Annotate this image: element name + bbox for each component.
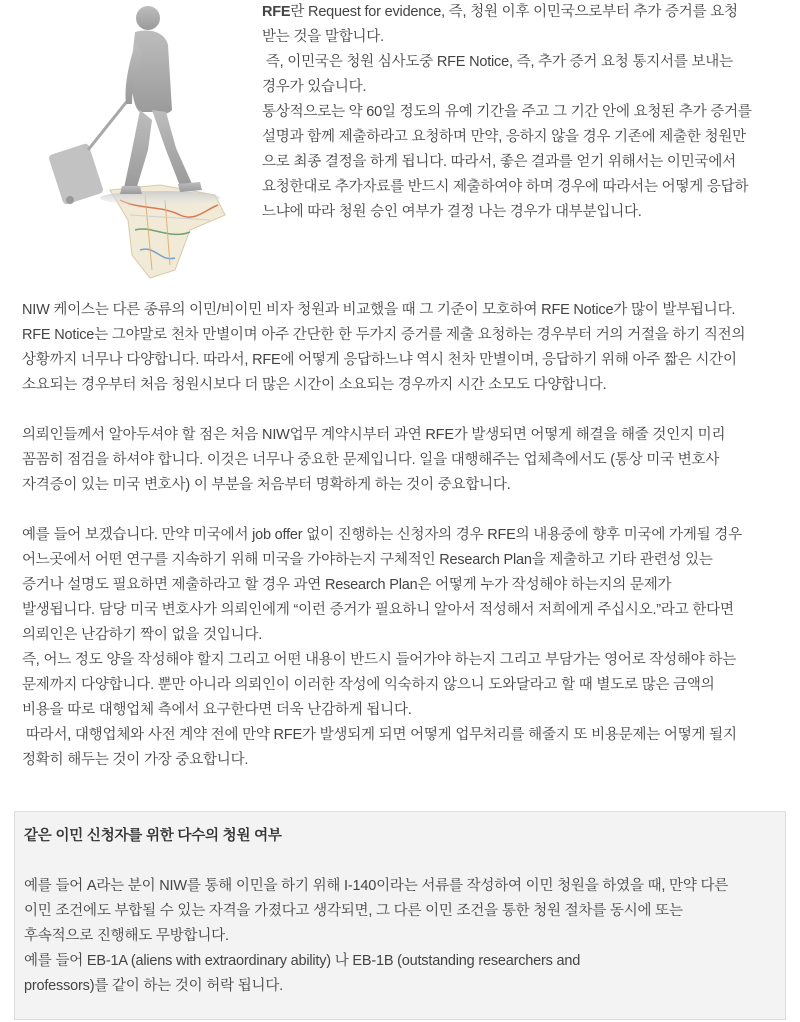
intro-line: 설명과 함께 제출하라고 요청하며 만약, 응하지 않을 경우 기존에 제출한 청원만 [262,129,746,145]
box-line: 예를 들어 A라는 분이 NIW를 통해 이민을 하기 위해 I-140이라는 서류를 작성하여 이민 청원을 하였을 때, 만약 다른 [24,878,729,894]
body-line: 따라서, 대행업체와 사전 계약 전에 만약 RFE가 발생되게 되면 어떻게 업무처리를 해줄지 또 비용문제는 어떻게 될지 [22,727,737,743]
body-line: 증거나 설명도 필요하면 제출하라고 할 경우 과연 Research Plan은 어떻게 누가 작성해야 하는지의 문제가 [22,577,672,593]
rfe-term: RFE [262,4,291,20]
body-line: RFE Notice는 그야말로 천차 만별이며 아주 간단한 한 두가지 증거를 제출 요청하는 경우부터 거의 거절을 하기 직전의 [22,327,746,343]
body-line: 의뢰인들께서 알아두셔야 할 점은 처음 NIW업무 계약시부터 과연 RFE가 발생되면 어떻게 해결을 해줄 것인지 미리 [22,427,726,443]
traveler-with-suitcase-icon [40,0,240,285]
intro-line: 느냐에 따라 청원 승인 여부가 결정 나는 경우가 대부분입니다. [262,204,642,220]
body-line: 의뢰인은 난감하기 짝이 없을 것입니다. [22,627,263,643]
box-title: 같은 이민 신청자를 위한 다수의 청원 여부 [24,828,282,844]
intro-line: 즉, 이민국은 청원 심사도중 RFE Notice, 즉, 추가 증거 요청 통지서를 보내는 [262,54,733,70]
body-line: 상황까지 너무나 다양합니다. 따라서, RFE에 어떻게 응답하느냐 역시 천차 만별이며, 응답하기 위해 아주 짧은 시간이 [22,352,737,368]
body-line: 어느곳에서 어떤 연구를 지속하기 위해 미국을 가야하는지 구체적인 Research Plan을 제출하고 기타 관련성 있는 [22,552,713,568]
body-line: 문제까지 다양합니다. 뿐만 아니라 의뢰인이 이러한 작성에 익숙하지 않으니 도와달라고 할 때 별도로 많은 금액의 [22,677,715,693]
body-line: 비용을 따로 대행업체 측에서 요구한다면 더욱 난감하게 됩니다. [22,702,412,718]
box-line: 후속적으로 진행해도 무방합니다. [24,928,229,944]
intro-line: 통상적으로는 약 60일 정도의 유예 기간을 주고 그 기간 안에 요청된 추가 증거를 [262,104,752,120]
body-line: 즉, 어느 정도 양을 작성해야 할지 그리고 어떤 내용이 반드시 들어가야 하는지 그리고 부담가는 영어로 작성해야 하는 [22,652,737,668]
body-line: 발생됩니다. 담당 미국 변호사가 의뢰인에게 “이런 증거가 필요하니 알아서 적성해서 저희에게 주십시오.”라고 한다면 [22,602,734,618]
article-body [22,298,782,773]
body-line: 꼼꼼히 점검을 하셔야 합니다. 이것은 너무나 중요한 문제입니다. 일을 대행해주는 업체측에서도 (통상 미국 변호사 [22,452,720,468]
intro-line: RFE란 Request for evidence, 즉, 청원 이후 이민국으로부터 추가 증거를 요청 [262,4,738,20]
intro-text [262,0,782,225]
intro-line: 경우가 있습니다. [262,79,367,95]
body-line: 소요되는 경우부터 처음 청원시보다 더 많은 시간이 소요되는 경우까지 시간 소모도 다양합니다. [22,377,607,393]
body-line: 예를 들어 보겠습니다. 만약 미국에서 job offer 없이 진행하는 신청자의 경우 RFE의 내용중에 향후 미국에 가게될 경우 [22,527,742,543]
box-line: 예를 들어 EB-1A (aliens with extraordinary ability) 나 EB-1B (outstanding researchers and [24,953,581,969]
body-line: 정확히 해두는 것이 가장 중요합니다. [22,752,249,768]
body-line: NIW 케이스는 다른 종류의 이민/비이민 비자 청원과 비교했을 때 그 기준이 모호하여 RFE Notice가 많이 발부됩니다. [22,302,736,318]
intro-line: 요청한대로 추가자료를 반드시 제출하여야 하며 경우에 따라서는 어떻게 응답하 [262,179,749,195]
intro-line: 받는 것을 말합니다. [262,29,384,45]
body-line: 자격증이 있는 미국 변호사) 이 부분을 처음부터 명확하게 하는 것이 중요합니다. [22,477,511,493]
multiple-petitions-box [14,811,786,1020]
box-line: professors)를 같이 하는 것이 허락 됩니다. [24,978,283,994]
intro-line: 으로 최종 결정을 하게 됩니다. 따라서, 좋은 결과를 얻기 위해서는 이민국에서 [262,154,736,170]
box-line: 이민 조건에도 부합될 수 있는 자격을 가졌다고 생각되면, 그 다른 이민 조건을 통한 청원 절차를 동시에 또는 [24,903,683,919]
